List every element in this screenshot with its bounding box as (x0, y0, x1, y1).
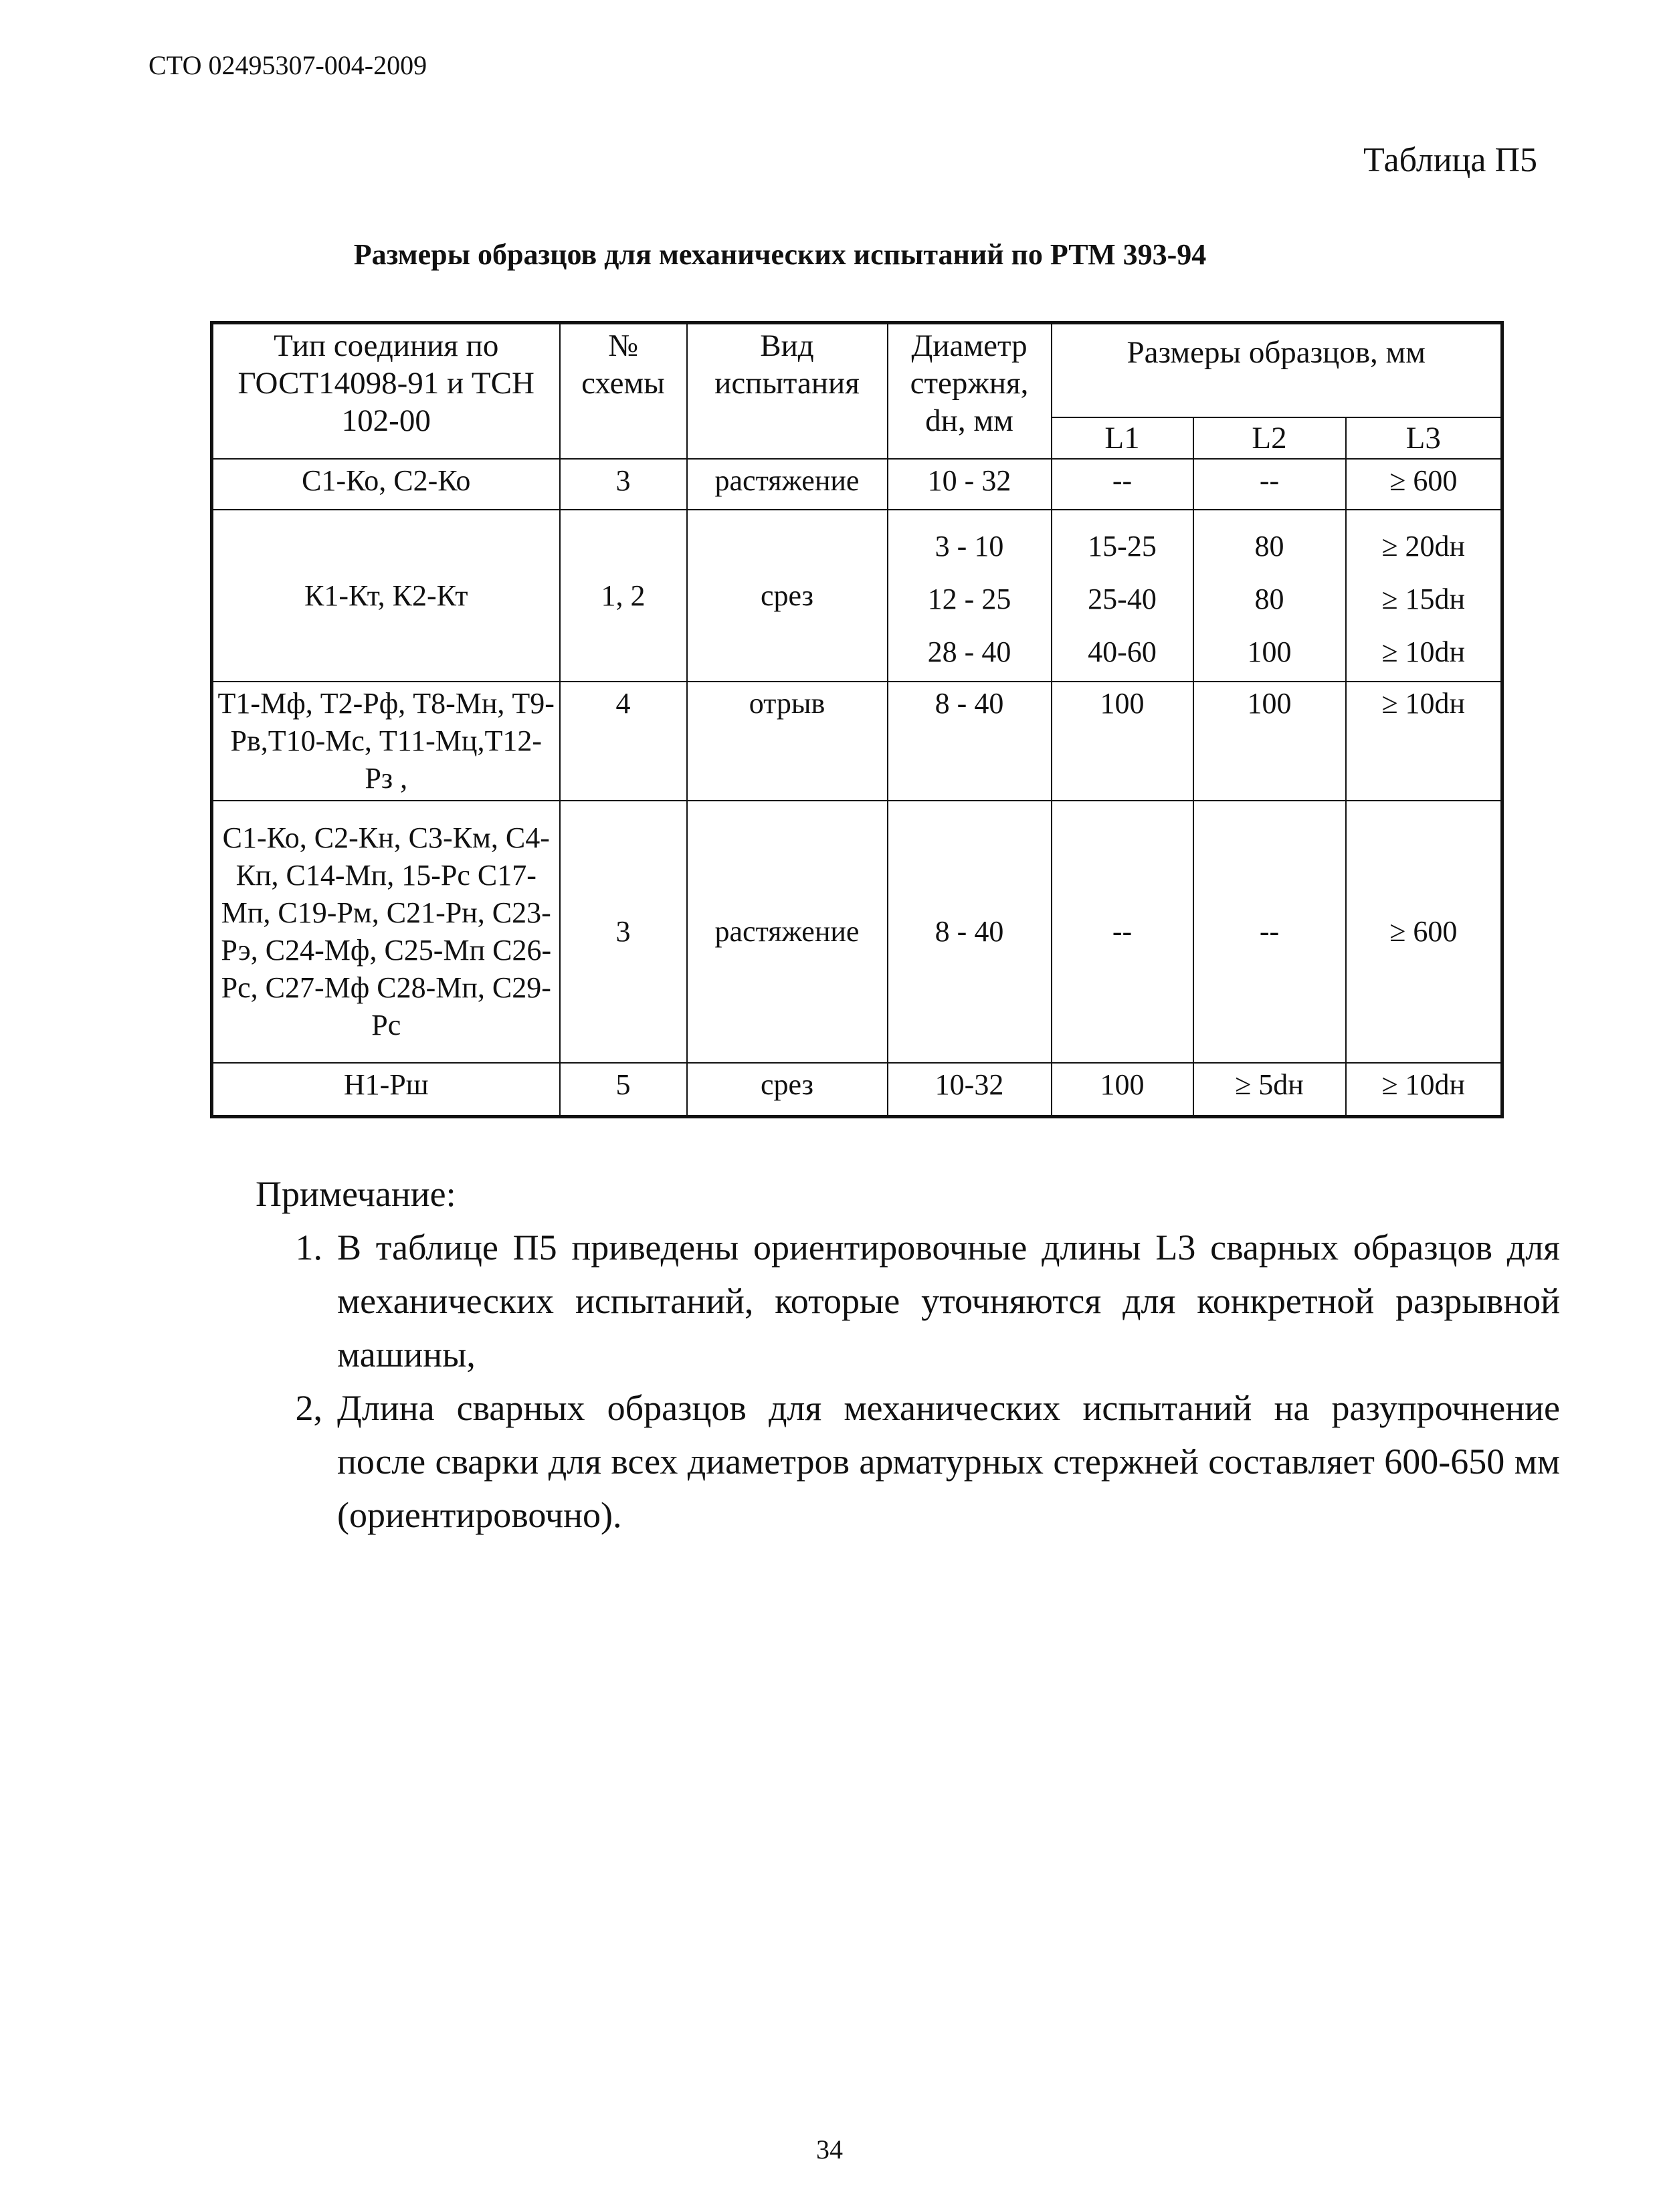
header-l2: L2 (1193, 417, 1346, 459)
cell-value: 80 (1254, 530, 1284, 563)
cell-l3 (1346, 510, 1502, 682)
cell-l2: -- (1193, 459, 1346, 510)
header-scheme-no: № схемы (560, 323, 687, 460)
cell-test-type: растяжение (687, 459, 888, 510)
note-number: 2, (295, 1388, 322, 1428)
note-text: Длина сварных образцов для механических испытаний на разупрочнение после сварки для всех диаметров арматурных стержней составляет 600-650 мм (ориентировочно). (337, 1388, 1560, 1535)
cell-scheme-no: 3 (560, 459, 687, 510)
table-header-row (212, 323, 1502, 418)
cell-l3: ≥ 10dн (1346, 1063, 1502, 1116)
table-label: Таблица П5 (1363, 141, 1537, 179)
table-row (212, 801, 1502, 1063)
cell-l1: -- (1052, 801, 1193, 1063)
cell-l2: ≥ 5dн (1193, 1063, 1346, 1116)
document-code: СТО 02495307-004-2009 (149, 50, 427, 80)
note-number: 1. (295, 1227, 322, 1268)
cell-value: ≥ 15dн (1381, 583, 1466, 615)
table-row (212, 682, 1502, 801)
cell-value: 15-25 (1088, 530, 1157, 563)
cell-value: ≥ 20dн (1381, 530, 1466, 563)
cell-scheme-no: 3 (560, 801, 687, 1063)
cell-value: 40-60 (1088, 635, 1157, 668)
notes-heading: Примечание: (256, 1174, 456, 1214)
note-text: В таблице П5 приведены ориентировочные длины L3 сварных образцов для механических испытаний, которые уточняются для конкретной разрывной машины, (337, 1227, 1560, 1375)
note-item (256, 1221, 1560, 1381)
cell-joint-type: Н1-Рш (212, 1063, 560, 1116)
cell-test-type: отрыв (687, 682, 888, 801)
cell-joint-type: К1-Кт, К2-Кт (212, 510, 560, 682)
cell-scheme-no: 4 (560, 682, 687, 801)
cell-diameter (888, 510, 1052, 682)
cell-diameter: 10-32 (888, 1063, 1052, 1116)
table-row (212, 459, 1502, 510)
note-item (256, 1381, 1560, 1542)
cell-test-type: срез (687, 510, 888, 682)
cell-diameter: 8 - 40 (888, 682, 1052, 801)
cell-value: 12 - 25 (927, 583, 1011, 615)
cell-test-type: срез (687, 1063, 888, 1116)
cell-l3: ≥ 600 (1346, 801, 1502, 1063)
cell-l1: -- (1052, 459, 1193, 510)
header-specimen-sizes: Размеры образцов, мм (1052, 323, 1502, 418)
cell-test-type: растяжение (687, 801, 888, 1063)
cell-value: ≥ 10dн (1381, 635, 1466, 668)
cell-diameter: 10 - 32 (888, 459, 1052, 510)
cell-l3: ≥ 10dн (1346, 682, 1502, 801)
header-diameter: Диаметр стержня, dн, мм (888, 323, 1052, 460)
cell-scheme-no: 1, 2 (560, 510, 687, 682)
cell-l3: ≥ 600 (1346, 459, 1502, 510)
specimen-size-table (210, 321, 1504, 1118)
page-number: 34 (816, 2134, 843, 2165)
header-test-type: Вид испытания (687, 323, 888, 460)
cell-value: 80 (1254, 583, 1284, 615)
notes-section (256, 1167, 1560, 1542)
cell-value: 25-40 (1088, 583, 1157, 615)
header-l1: L1 (1052, 417, 1193, 459)
cell-l2: 100 (1193, 682, 1346, 801)
cell-l1: 100 (1052, 1063, 1193, 1116)
cell-l2 (1193, 510, 1346, 682)
cell-value: 28 - 40 (927, 635, 1011, 668)
header-joint-type: Тип соединия по ГОСТ14098-91 и ТСН 102-00 (212, 323, 560, 460)
cell-l1: 100 (1052, 682, 1193, 801)
cell-joint-type: Т1-Мф, Т2-Рф, Т8-Мн, Т9-Рв,Т10-Мс, Т11-Мц,Т12-Рз , (212, 682, 560, 801)
table-row (212, 510, 1502, 682)
header-l3: L3 (1346, 417, 1502, 459)
cell-l1 (1052, 510, 1193, 682)
cell-joint-type: С1-Ко, С2-Ко (212, 459, 560, 510)
cell-joint-type: С1-Ко, С2-Кн, С3-Км, С4-Кп, С14-Мп, 15-Рс С17-Мп, С19-Рм, С21-Рн, С23-Рэ, С24-Мф, С25-Мп С26-Рс, С27-Мф С28-Мп, С29-Рс (212, 801, 560, 1063)
cell-value: 3 - 10 (935, 530, 1004, 563)
cell-value: 100 (1247, 635, 1292, 668)
cell-scheme-no: 5 (560, 1063, 687, 1116)
table-caption: Размеры образцов для механических испытаний по РТМ 393-94 (353, 238, 1207, 271)
table-body (212, 459, 1502, 1116)
cell-diameter: 8 - 40 (888, 801, 1052, 1063)
table-row (212, 1063, 1502, 1116)
cell-l2: -- (1193, 801, 1346, 1063)
